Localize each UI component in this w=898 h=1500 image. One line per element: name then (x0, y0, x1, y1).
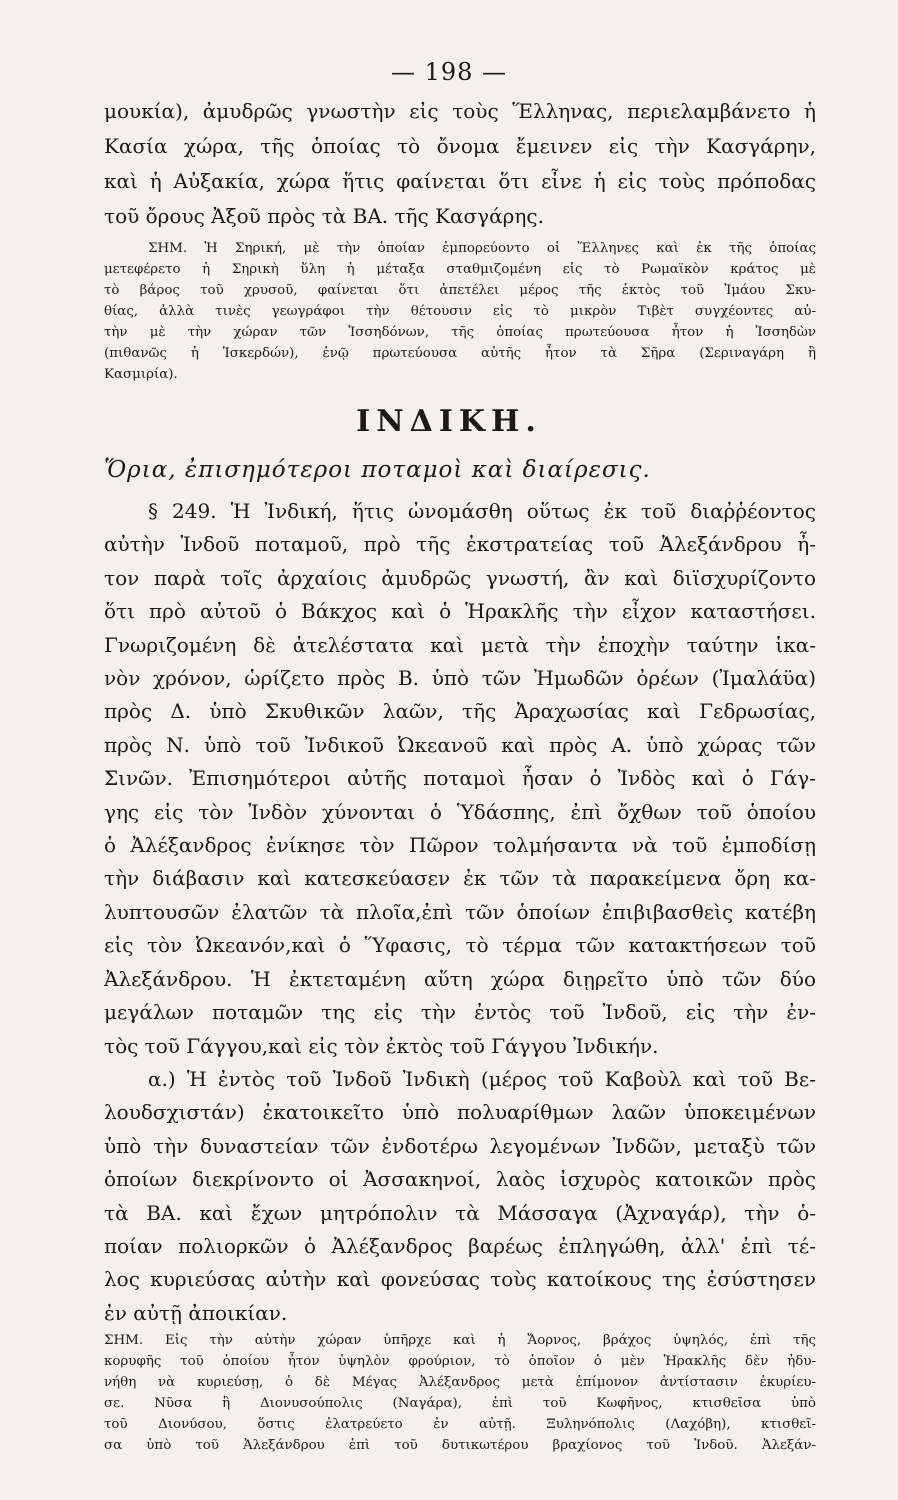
text-line: πρὸς Δ. ὑπὸ Σκυθικῶν λαῶν, τῆς Ἀραχωσίας καὶ Γεδρωσίας, (104, 699, 816, 724)
text-line: μεγάλων ποταμῶν της εἰς τὴν ἐντὸς τοῦ Ἰνδοῦ, εἰς τὴν ἐν- (104, 1000, 816, 1025)
note-line: ΣΗΜ. Εἰς τὴν αὐτὴν χώραν ὑπῆρχε καὶ ἡ Ἄορνος, βράχος ὑψηλός, ἐπὶ τῆς (104, 1333, 816, 1348)
section-heading: ΙΝΔΙΚΗ. (356, 404, 542, 439)
note-line: Κασμιρία). (104, 367, 178, 382)
note-line: σε. Νῦσα ἢ Διονυσούπολις (Ναγάρα), ἐπὶ τοῦ Κωφῆνος, κτισθεῖσα ὑπὸ (104, 1396, 816, 1411)
text-line: ἐν αὐτῇ ἀποικίαν. (104, 1300, 288, 1325)
text-line: ὅτι πρὸ αὐτοῦ ὁ Βάκχος καὶ ὁ Ἡρακλῆς τὴν εἶχον καταστήσει. (104, 599, 816, 624)
text-line: Σινῶν. Ἐπισημότεροι αὐτῆς ποταμοὶ ἦσαν ὁ Ἰνδὸς καὶ ὁ Γάγ- (104, 766, 816, 791)
text-line: Ἀλεξάνδρου. Ἡ ἐκτεταμένη αὕτη χώρα διῃρεῖτο ὑπὸ τῶν δύο (104, 966, 816, 991)
note-line: μετεφέρετο ἡ Σηρικὴ ὕλη ἡ μέταξα σταθμιζομένη εἰς τὸ Ρωμαϊκὸν κράτος μὲ (104, 262, 816, 277)
text-line: ὁποίων διεκρίνοντο οἱ Ἀσσακηνοί, λαὸς ἰσχυρὸς κατοικῶν πρὸς (104, 1167, 816, 1192)
top-paragraph (104, 94, 816, 234)
note-line: θίας, ἀλλὰ τινὲς γεωγράφοι τὴν θέτουσιν εἰς τὸ μικρὸν Τιβὲτ συγχέοντες αὐ- (104, 304, 816, 319)
note-line: ΣΗΜ. Ἡ Σηρική, μὲ τὴν ὁποίαν ἐμπορεύοντο οἱ Ἕλληνες καὶ ἐκ τῆς ὁποίας (148, 241, 816, 256)
text-line: τὴν διάβασιν καὶ κατεσκεύασεν ἐκ τῶν τὰ παρακείμενα ὄρη κα- (104, 866, 816, 891)
note-line: τὴν μὲ τὴν χώραν τῶν Ἰσσηδόνων, τῆς ὁποίας πρωτεύουσα ἦτον ἡ Ἰσσηδὼν (104, 325, 816, 340)
note-line: σα ὑπὸ τοῦ Ἀλεξάνδρου ἐπὶ τοῦ δυτικωτέρου βραχίονος τοῦ Ἰνδοῦ. Ἀλεξάν- (104, 1438, 816, 1453)
text-line: τοῦ ὄρους Ἀξοῦ πρὸς τὰ ΒΑ. τῆς Κασγάρης. (104, 204, 544, 228)
text-line: πρὸς Ν. ὑπὸ τοῦ Ἰνδικοῦ Ὠκεανοῦ καὶ πρὸς Α. ὑπὸ χώρας τῶν (104, 732, 816, 757)
text-line: § 249. Ἡ Ἰνδική, ἥτις ὠνομάσθη οὕτως ἐκ τοῦ διαῤῥέοντος (148, 499, 816, 523)
main-paragraph (104, 495, 816, 1330)
text-line: αὐτὴν Ἰνδοῦ ποταμοῦ, πρὸ τῆς ἐκστρατείας τοῦ Ἀλεξάνδρου ἦ- (104, 532, 816, 557)
section-subtitle: Ὅρια, ἐπισημότεροι ποταμοὶ καὶ διαίρεσις. (104, 457, 651, 483)
text-line: Κασία χώρα, τῆς ὁποίας τὸ ὄνομα ἔμεινεν εἰς τὴν Κασγάρην, (104, 134, 816, 158)
text-line: καὶ ἡ Αὐξακία, χώρα ἥτις φαίνεται ὅτι εἶνε ἡ εἰς τοὺς πρόποδας (104, 169, 816, 193)
note-line: τοῦ Διονύσου, ὅστις ἐλατρεύετο ἐν αὐτῇ. Ξυληνόπολις (Λαχόβη), κτισθεῖ- (104, 1417, 816, 1432)
text-line: α.) Ἡ ἐντὸς τοῦ Ἰνδοῦ Ἰνδικὴ (μέρος τοῦ Καβοὺλ καὶ τοῦ Βε- (148, 1066, 816, 1091)
text-line: τὸς τοῦ Γάγγου,καὶ εἰς τὸν ἐκτὸς τοῦ Γάγγου Ἰνδικήν. (104, 1033, 659, 1058)
text-line: λυπτουσῶν ἐλατῶν τὰ πλοῖα,ἐπὶ τῶν ὁποίων ἐπιβιβασθεὶς κατέβη (104, 899, 816, 924)
footnote-bottom (104, 1330, 816, 1456)
text-line: μουκία), ἀμυδρῶς γνωστὴν εἰς τοὺς Ἕλληνας, περιελαμβάνετο ἡ (104, 99, 816, 123)
text-line: λουδσχιστάν) ἐκατοικεῖτο ὑπὸ πολυαρίθμων λαῶν ὑποκειμένων (104, 1100, 816, 1125)
text-line: ποίαν πολιορκῶν ὁ Ἀλέξανδρος βαρέως ἐπληγώθη, ἀλλ' ἐπὶ τέ- (104, 1233, 816, 1258)
text-line: τον παρὰ τοῖς ἀρχαίοις ἀμυδρῶς γνωστή, ἂν καὶ διϊσχυρίζοντο (104, 565, 816, 590)
text-line: τὰ ΒΑ. καὶ ἔχων μητρόπολιν τὰ Μάσσαγα (Ἀχναγάρ), τὴν ὁ- (104, 1200, 816, 1225)
text-line: νὸν χρόνον, ὡρίζετο πρὸς Β. ὑπὸ τῶν Ἠμωδῶν ὀρέων (Ἰμαλάϋα) (104, 666, 816, 691)
page-number: — 198 — (390, 58, 508, 86)
note-line: κορυφῆς τοῦ ὁποίου ἦτον ὑψηλὸν φρούριον, τὸ ὁποῖον ὁ μὲν Ἡρακλῆς δὲν ἠδυ- (104, 1354, 816, 1369)
footnote-top (104, 238, 816, 385)
text-line: ὁ Ἀλέξανδρος ἐνίκησε τὸν Πῶρον τολμήσαντα νὰ τοῦ ἐμποδίσῃ (104, 833, 816, 858)
text-line: ὑπὸ τὴν δυναστείαν τῶν ἐνδοτέρω λεγομένων Ἰνδῶν, μεταξὺ τῶν (104, 1133, 816, 1158)
text-line: Γνωριζομένη δὲ ἀτελέστατα καὶ μετὰ τὴν ἐποχὴν ταύτην ἱκα- (104, 632, 816, 657)
text-line: λος κυριεύσας αὐτὴν καὶ φονεύσας τοὺς κατοίκους της ἐσύστησεν (104, 1267, 816, 1292)
note-line: νήθη νὰ κυριεύσῃ, ὁ δὲ Μέγας Ἀλέξανδρος μετὰ ἐπίμονον ἀντίστασιν ἐκυρίευ- (104, 1375, 816, 1390)
text-line: γης εἰς τὸν Ἰνδὸν χύνονται ὁ Ὑδάσπης, ἐπὶ ὄχθων τοῦ ὁποίου (104, 799, 816, 824)
note-line: τὸ βάρος τοῦ χρυσοῦ, φαίνεται ὅτι ἀπετέλει μέρος τῆς ἐκτὸς τοῦ Ἰμάου Σκυ- (104, 283, 816, 298)
text-line: εἰς τὸν Ὠκεανόν,καὶ ὁ Ὕφασις, τὸ τέρμα τῶν κατακτήσεων τοῦ (104, 933, 816, 958)
note-line: (πιθανῶς ἡ Ἰσκερδών), ἐνῷ πρωτεύουσα αὐτῆς ἦτον τὰ Σῆρα (Σεριναγάρη ἢ (104, 346, 816, 361)
